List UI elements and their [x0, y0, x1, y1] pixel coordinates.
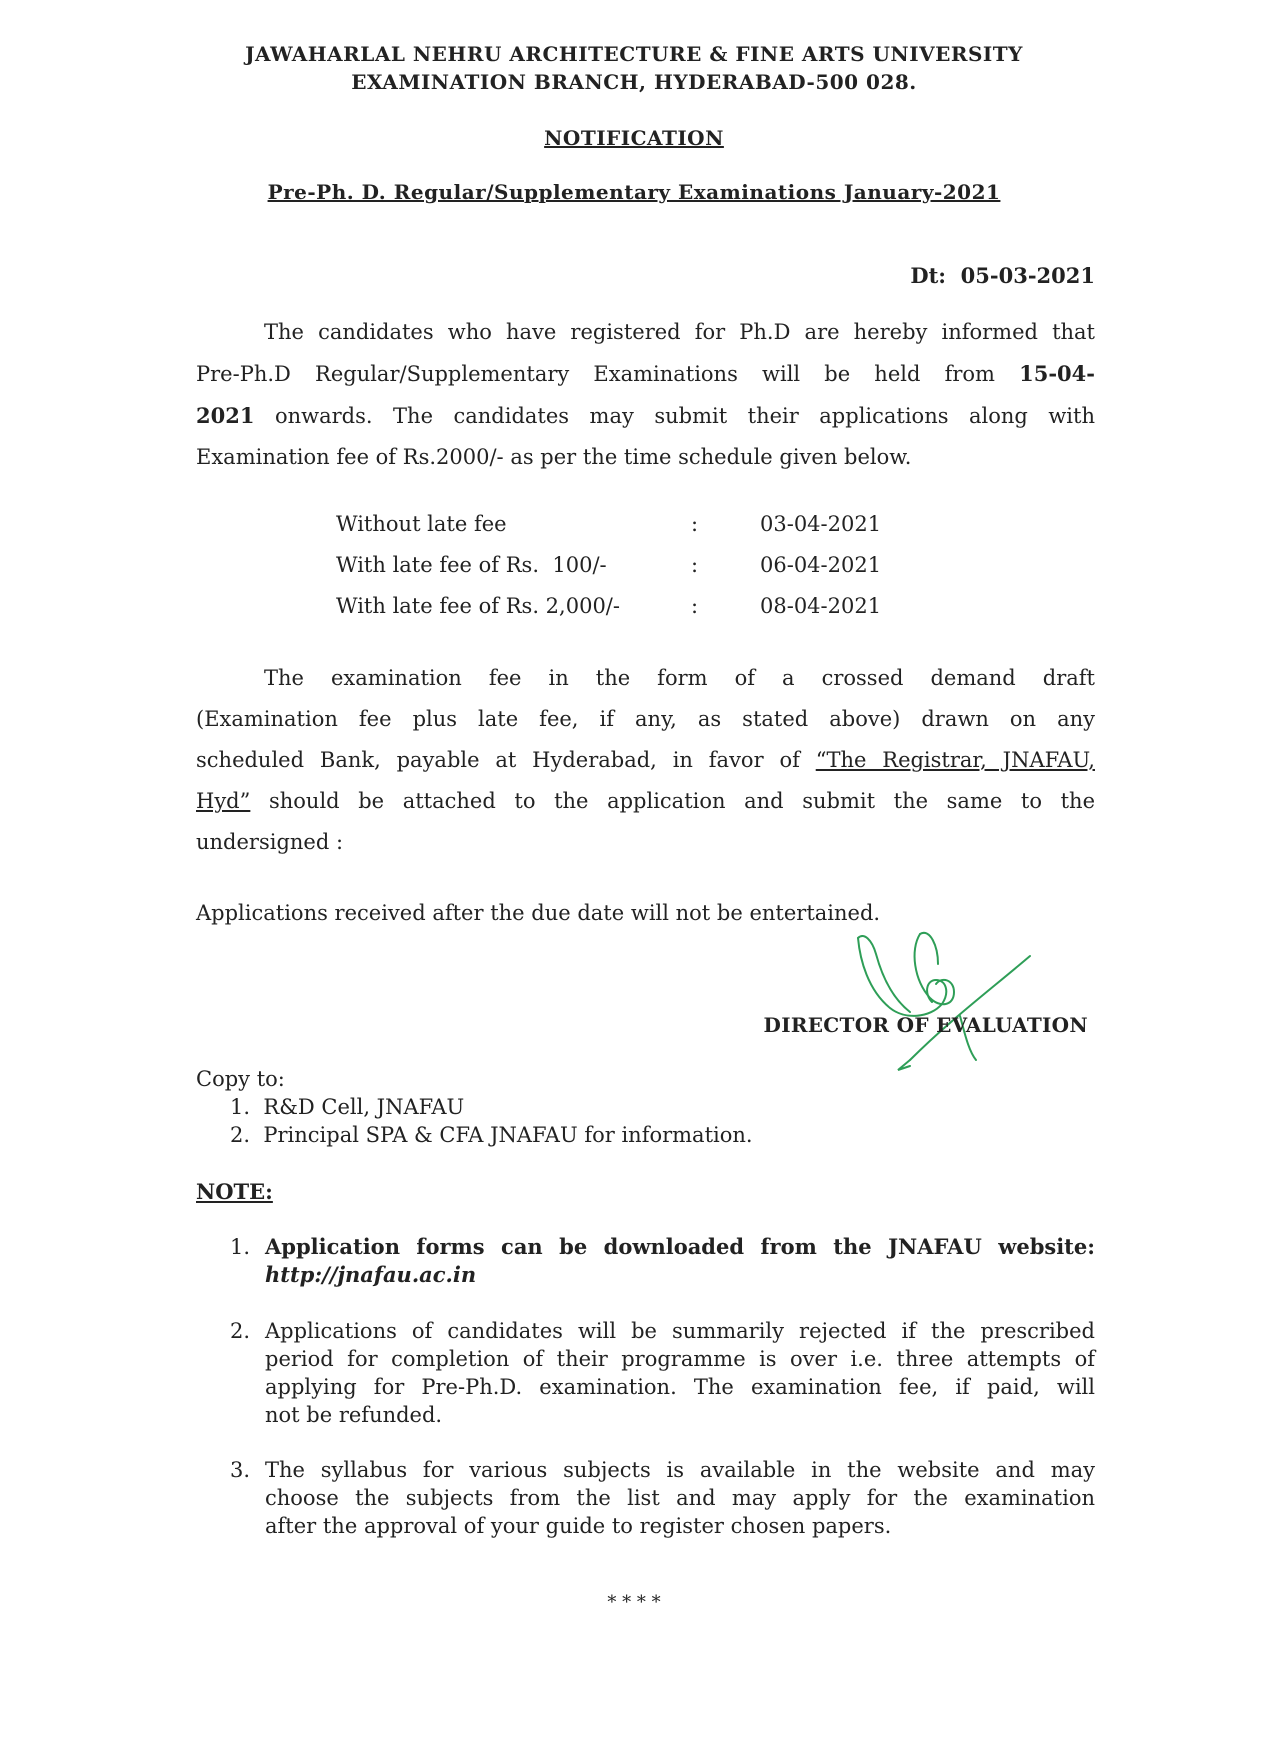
note-2-line: not be refunded.: [265, 1403, 443, 1427]
fee-separator: :: [691, 553, 699, 577]
para2-line2: (Examination fee plus late fee, if any, as stated above) drawn on any: [196, 707, 1095, 731]
fee-date: 08-04-2021: [760, 594, 882, 618]
note-1-text: Application forms can be downloaded from the JNAFAU website:: [265, 1234, 1095, 1259]
note-3-line: after the approval of your guide to register chosen papers.: [265, 1514, 892, 1538]
note-2-line: period for completion of their programme is over i.e. three attempts of: [265, 1347, 1095, 1371]
fee-separator: :: [691, 512, 699, 536]
fee-schedule: [336, 512, 936, 635]
exam-start-date-part2: 2021: [196, 403, 255, 428]
note-2-line: Applications of candidates will be summarily rejected if the prescribed: [265, 1319, 1095, 1343]
para2-line5: undersigned :: [196, 830, 344, 854]
late-notice: Applications received after the due date will not be entertained.: [196, 901, 881, 925]
fee-date: 03-04-2021: [760, 512, 882, 536]
para1-line4: Examination fee of Rs.2000/- as per the time schedule given below.: [196, 445, 912, 469]
fee-row: [336, 553, 936, 594]
fee-row: [336, 512, 936, 553]
note-item-2: [265, 1317, 1095, 1429]
exam-start-date-part1: 15-04-: [1019, 361, 1095, 386]
end-mark: * * * *: [607, 1592, 661, 1613]
note-label: NOTE:: [196, 1179, 273, 1204]
signatory-title: DIRECTOR OF EVALUATION: [763, 1013, 1088, 1037]
branch-address: EXAMINATION BRANCH, HYDERABAD-500 028.: [351, 70, 917, 94]
para2-line3: scheduled Bank, payable at Hyderabad, in favor of “The Registrar, JNAFAU,: [196, 748, 1095, 772]
payee-name-part1: “The Registrar, JNAFAU,: [815, 748, 1095, 772]
fee-label: With late fee of Rs. 100/-: [336, 553, 607, 577]
copy-to-item: 2. Principal SPA & CFA JNAFAU for information.: [230, 1123, 753, 1147]
note-3-line: The syllabus for various subjects is available in the website and may: [265, 1458, 1095, 1482]
note-2-line: applying for Pre-Ph.D. examination. The examination fee, if paid, will: [265, 1375, 1095, 1399]
note-item-3: [265, 1456, 1095, 1540]
para1-line2: Pre-Ph.D Regular/Supplementary Examinations will be held from 15-04-: [196, 361, 1095, 386]
note-3-line: choose the subjects from the list and may apply for the examination: [265, 1486, 1095, 1510]
para2-line1: The examination fee in the form of a crossed demand draft: [264, 666, 1095, 690]
date-label: Dt:: [910, 263, 947, 288]
note-item-number: 2.: [230, 1319, 251, 1343]
university-name: JAWAHARLAL NEHRU ARCHITECTURE & FINE ARTS UNIVERSITY: [245, 42, 1023, 66]
para2-line4: Hyd” should be attached to the application and submit the same to the: [196, 789, 1095, 813]
fee-separator: :: [691, 594, 699, 618]
fee-label: Without late fee: [336, 512, 507, 536]
note-item-1: [265, 1233, 1095, 1289]
note-item-number: 1.: [230, 1235, 251, 1259]
copy-to-item: 1. R&D Cell, JNAFAU: [230, 1095, 465, 1119]
copy-to-label: Copy to:: [196, 1067, 285, 1091]
subject-line: [0, 180, 1268, 204]
fee-label: With late fee of Rs. 2,000/-: [336, 594, 620, 618]
para1-line1: The candidates who have registered for Ph.D are hereby informed that: [264, 320, 1095, 344]
website-link[interactable]: http://jnafau.ac.in: [265, 1262, 477, 1287]
fee-date: 06-04-2021: [760, 553, 882, 577]
fee-row: [336, 594, 936, 635]
signature-mark: [850, 920, 1040, 1080]
intro-paragraph: [196, 312, 1095, 478]
payee-name-part2: Hyd”: [196, 789, 251, 813]
payment-paragraph: [196, 658, 1095, 863]
para1-line3: 2021 onwards. The candidates may submit their applications along with: [196, 403, 1095, 428]
notification-title: [0, 126, 1268, 150]
note-item-number: 3.: [230, 1458, 251, 1482]
notice-date: [910, 263, 1095, 288]
subject-text: Pre-Ph. D. Regular/Supplementary Examinations January-2021: [267, 180, 1001, 204]
notification-label: NOTIFICATION: [544, 126, 724, 150]
date-value: 05-03-2021: [960, 263, 1095, 288]
